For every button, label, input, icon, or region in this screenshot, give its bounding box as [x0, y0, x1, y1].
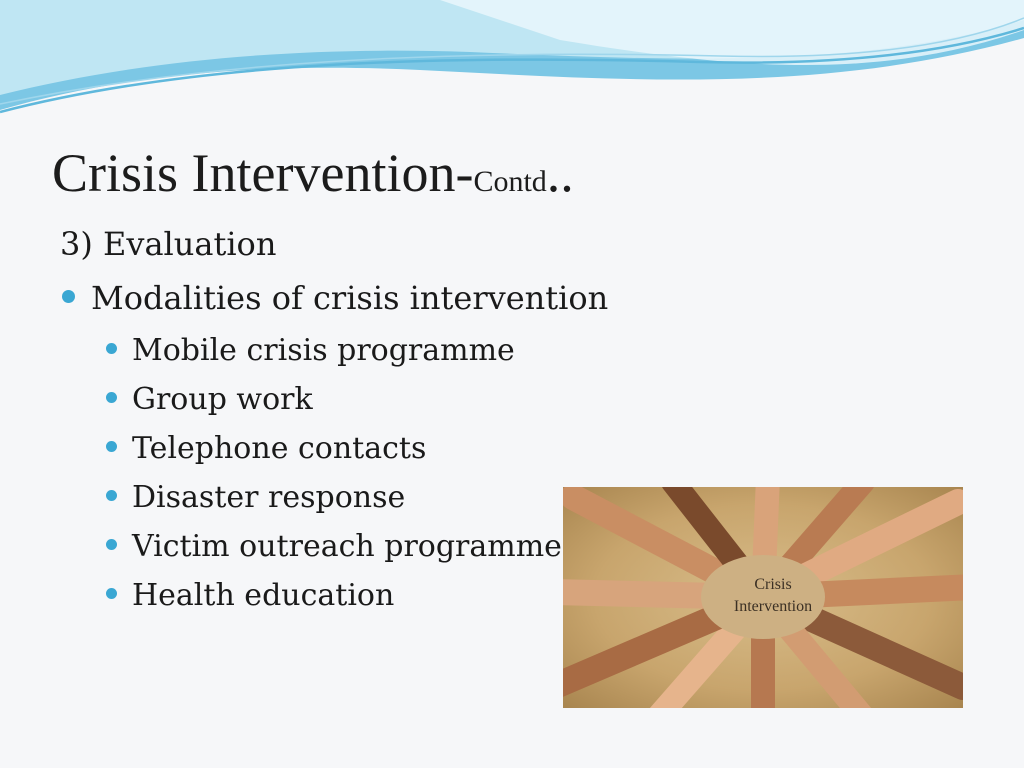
- image-label-crisis: Crisis: [754, 576, 792, 593]
- bullet-dot-icon: [106, 588, 117, 599]
- bullet-dot-icon: [106, 392, 117, 403]
- list-item: Group work: [106, 375, 562, 424]
- title-contd: Contd: [473, 165, 547, 198]
- modalities-list: [106, 326, 562, 620]
- bullet-label: Modalities of crisis intervention: [91, 279, 609, 317]
- hands-circle-photo: [563, 487, 963, 708]
- list-item: Health education: [106, 571, 562, 620]
- list-item: Mobile crisis programme: [106, 326, 562, 375]
- title-main: Crisis Intervention-: [52, 143, 474, 203]
- image-label-intervention: Intervention: [733, 598, 813, 615]
- list-item: Disaster response: [106, 473, 562, 522]
- list-item: Victim outreach programme: [106, 522, 562, 571]
- bullet-dot-icon: [106, 539, 117, 550]
- list-item: Telephone contacts: [106, 424, 562, 473]
- subheading: 3) Evaluation: [60, 225, 277, 263]
- header-wave-decoration: [0, 0, 1024, 130]
- bullet-dot-icon: [106, 343, 117, 354]
- slide-title: [52, 140, 574, 215]
- bullet-dot-icon: [106, 490, 117, 501]
- bullet-dot-icon: [106, 441, 117, 452]
- bullet-modalities: [62, 276, 608, 320]
- bullet-dot-icon: [62, 290, 75, 303]
- title-suffix: ..: [546, 143, 574, 203]
